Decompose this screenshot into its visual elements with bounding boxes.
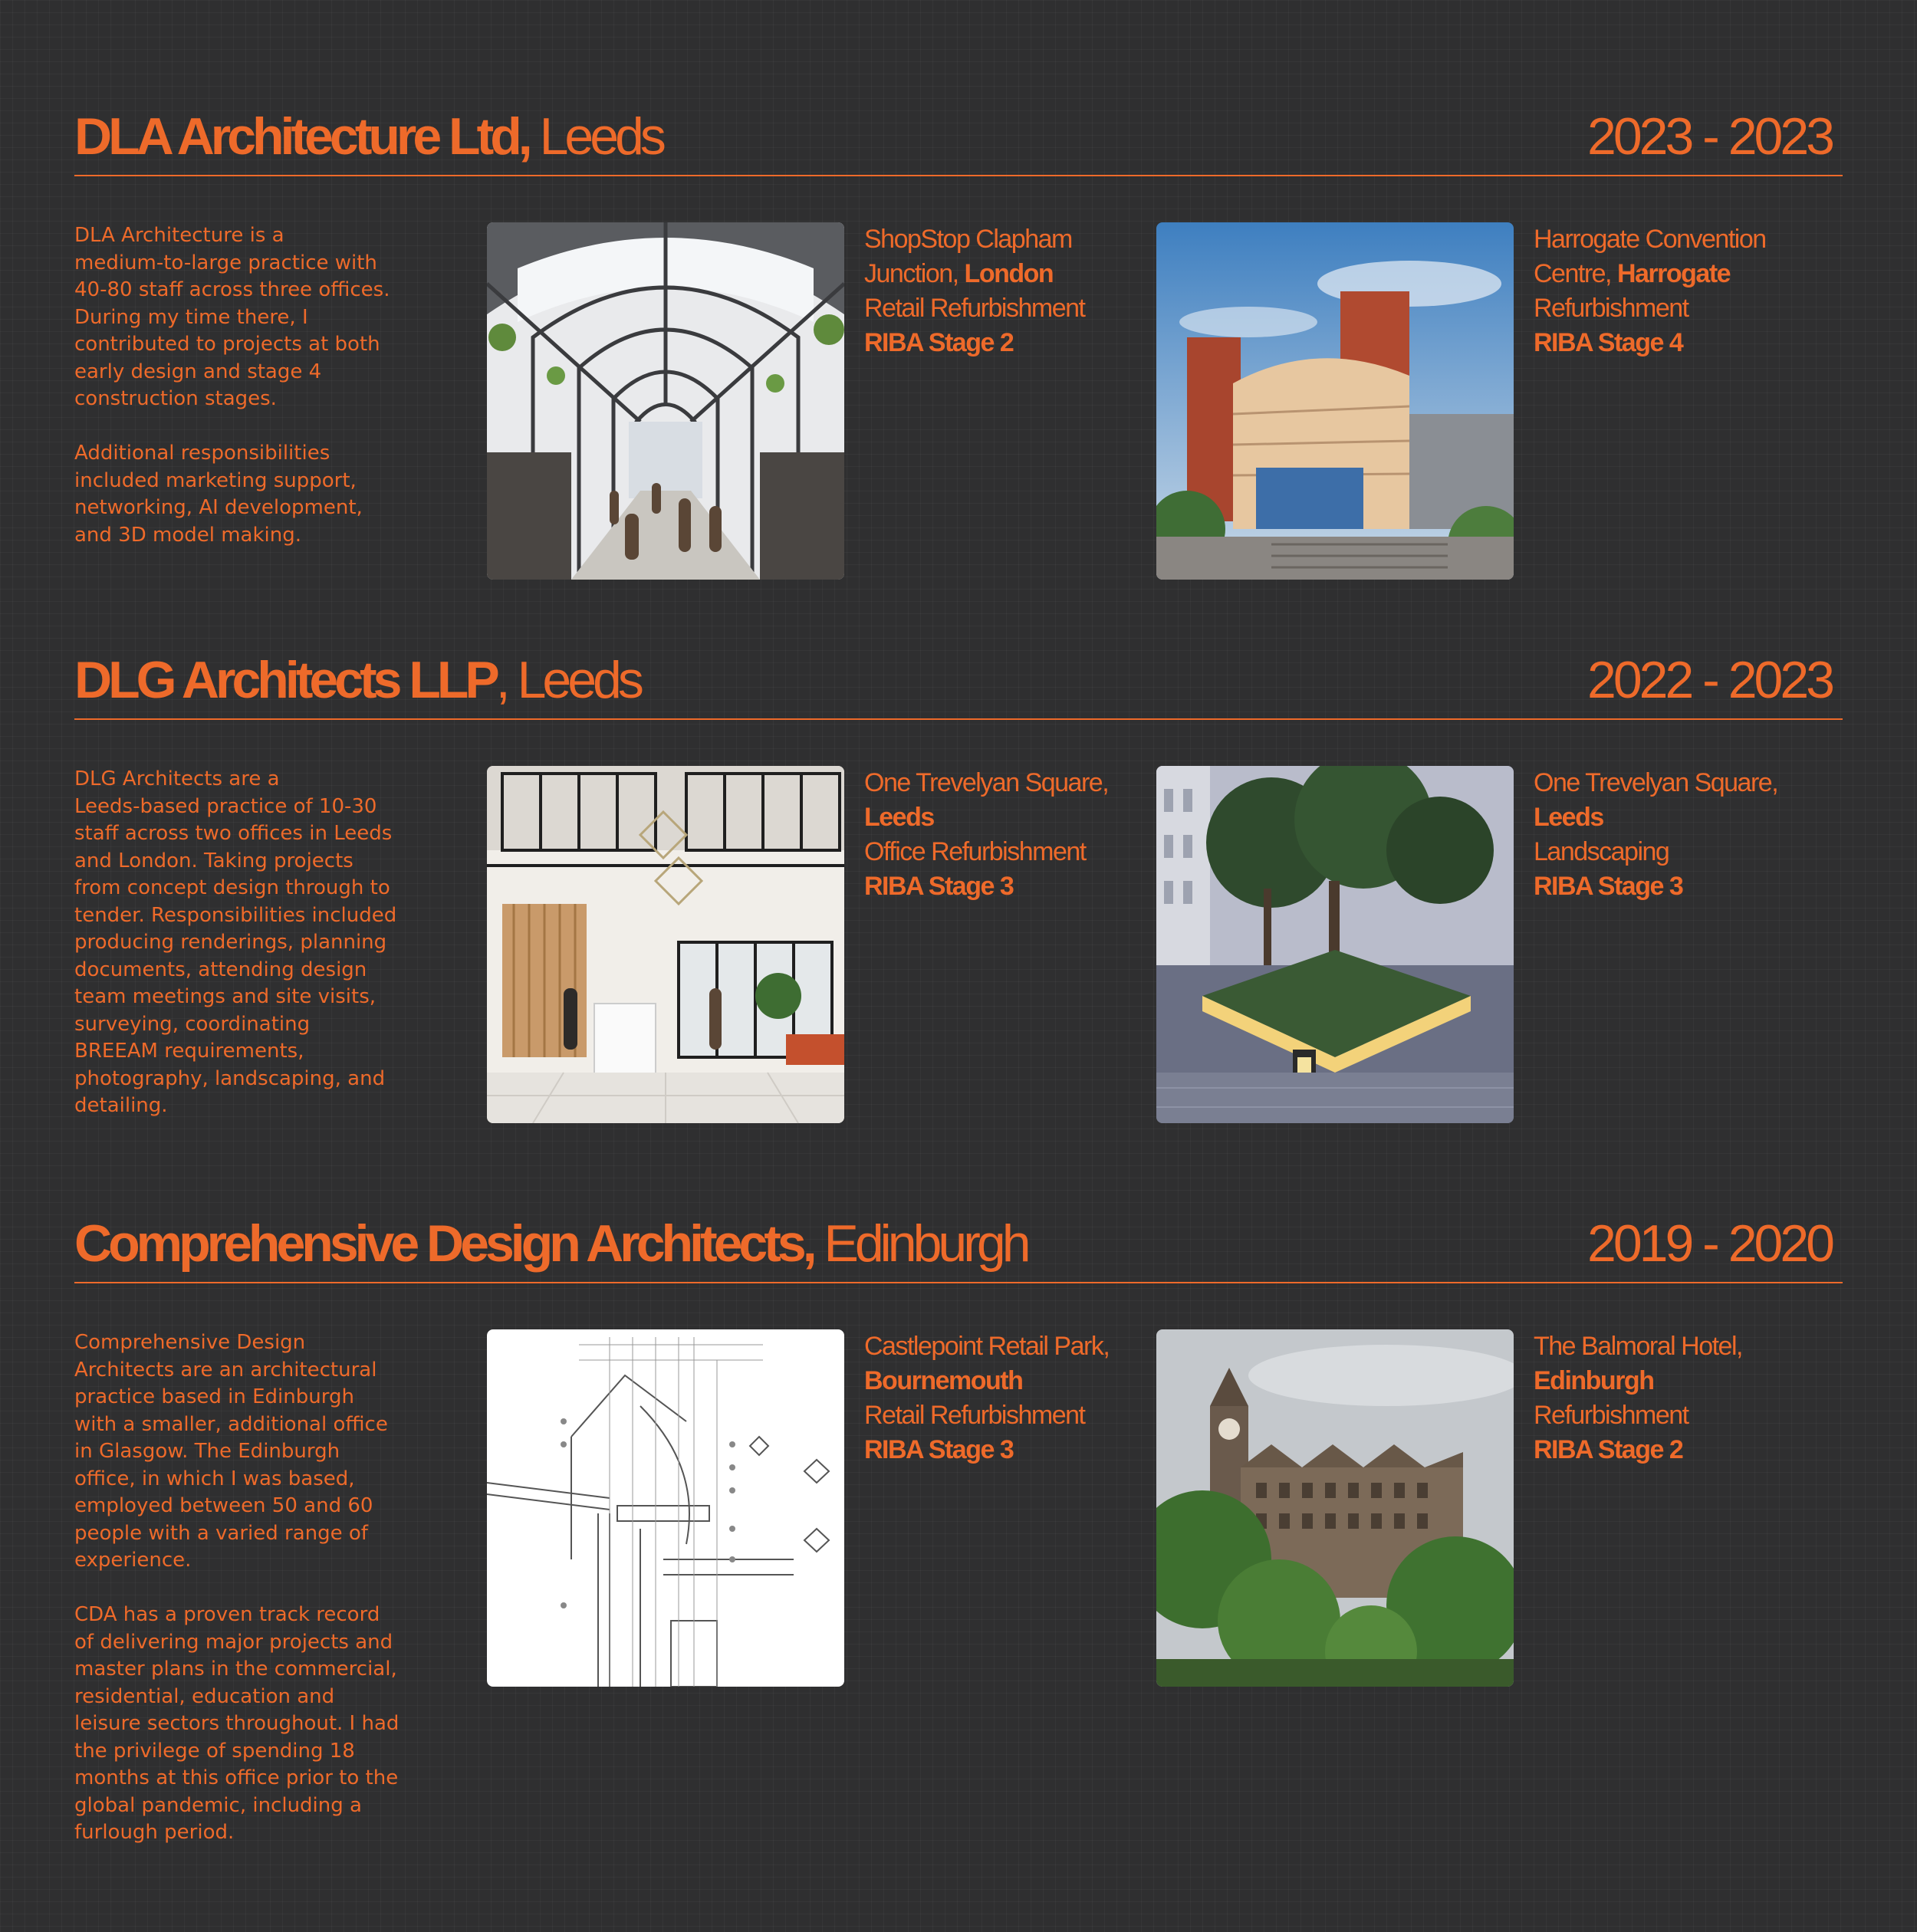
firm-title bbox=[74, 107, 663, 166]
firm-name: Comprehensive Design Architects, bbox=[74, 1214, 814, 1273]
project-type: Refurbishment bbox=[1534, 294, 1688, 323]
project-stage: RIBA Stage 2 bbox=[1534, 1435, 1683, 1464]
firm-description: Comprehensive Design Architects are an architectural practice based in Edinburgh with a smaller, additional office in Glasgow. The Edinburgh office, in which I was based, employed between 50 and 60 people with a varied range of experience. CDA has a proven track record of delivering major projects and master plans in the commercial, residential, education and leisure sectors throughout. I had the privilege of spending 18 months at this office prior to the global pandemic, including a furlough period. bbox=[74, 1331, 400, 1844]
project-type: Office Refurbishment bbox=[864, 837, 1086, 866]
section-header bbox=[74, 1207, 1843, 1283]
project-type: Retail Refurbishment bbox=[864, 294, 1085, 323]
project-stage: RIBA Stage 3 bbox=[864, 1435, 1014, 1464]
project-caption bbox=[1534, 1329, 1810, 1467]
section-header bbox=[74, 100, 1843, 176]
firm-name: DLA Architecture Ltd, bbox=[74, 107, 529, 166]
experience-section-dla bbox=[74, 100, 1843, 547]
project-caption bbox=[1534, 222, 1810, 360]
project-caption bbox=[864, 1329, 1140, 1467]
project-name-cont: Junction, bbox=[864, 259, 958, 288]
firm-city: Leeds bbox=[539, 107, 663, 166]
project-location: Bournemouth bbox=[864, 1366, 1023, 1395]
project-type: Retail Refurbishment bbox=[864, 1401, 1085, 1430]
project-name: ShopStop Clapham bbox=[864, 225, 1072, 254]
project-image-trevelyan-office bbox=[487, 766, 844, 1123]
project-name: Harrogate Convention bbox=[1534, 225, 1766, 254]
project-type: Refurbishment bbox=[1534, 1401, 1688, 1430]
section-header bbox=[74, 643, 1843, 720]
firm-city: Edinburgh bbox=[824, 1214, 1028, 1273]
project-image-castlepoint bbox=[487, 1329, 844, 1687]
employment-years: 2023 - 2023 bbox=[1587, 107, 1832, 166]
experience-section-cda bbox=[74, 1207, 1843, 1844]
firm-title bbox=[74, 651, 640, 709]
project-caption bbox=[1534, 766, 1810, 904]
employment-years: 2022 - 2023 bbox=[1587, 651, 1832, 709]
project-stage: RIBA Stage 3 bbox=[864, 872, 1014, 901]
project-location: Harrogate bbox=[1616, 259, 1731, 288]
project-location: Leeds bbox=[864, 803, 934, 832]
project-image-harrogate bbox=[1156, 222, 1514, 580]
project-image-balmoral bbox=[1156, 1329, 1514, 1687]
firm-description: DLA Architecture is a medium-to-large practice with 40-80 staff across three offices. During my time there, I contributed to projects at both early design and stage 4 construction stages. Additional responsibilities included marketing support, networking, AI development, and 3D model making. bbox=[74, 224, 390, 547]
project-stage: RIBA Stage 2 bbox=[864, 328, 1014, 357]
project-name-cont: Centre, bbox=[1534, 259, 1611, 288]
firm-name: DLG Architects LLP bbox=[74, 651, 496, 709]
section-divider bbox=[74, 1282, 1843, 1283]
project-location: London bbox=[964, 259, 1054, 288]
section-divider bbox=[74, 175, 1843, 176]
project-location: Leeds bbox=[1534, 803, 1603, 832]
project-image-shopstop bbox=[487, 222, 844, 580]
project-caption bbox=[864, 222, 1140, 360]
project-location: Edinburgh bbox=[1534, 1366, 1654, 1395]
firm-description: DLG Architects are a Leeds-based practice of 10-30 staff across two offices in Leeds and London. Taking projects from concept design through to tender. Responsibilities included producing renderings, planning documents, attending design team meetings and site visits, surveying, coordinating BREEAM requirements, photography, landscaping, and detailing. bbox=[74, 767, 397, 1117]
project-name: One Trevelyan Square, bbox=[1534, 768, 1778, 797]
project-name: One Trevelyan Square, bbox=[864, 768, 1109, 797]
project-stage: RIBA Stage 3 bbox=[1534, 872, 1683, 901]
section-divider bbox=[74, 718, 1843, 720]
firm-title bbox=[74, 1214, 1028, 1273]
project-name: Castlepoint Retail Park, bbox=[864, 1332, 1110, 1361]
experience-section-dlg bbox=[74, 643, 1843, 1117]
project-name: The Balmoral Hotel, bbox=[1534, 1332, 1742, 1361]
project-image-trevelyan-landscape bbox=[1156, 766, 1514, 1123]
project-caption bbox=[864, 766, 1140, 904]
project-stage: RIBA Stage 4 bbox=[1534, 328, 1683, 357]
project-type: Landscaping bbox=[1534, 837, 1669, 866]
firm-city: , Leeds bbox=[495, 651, 640, 709]
employment-years: 2019 - 2020 bbox=[1587, 1214, 1832, 1273]
